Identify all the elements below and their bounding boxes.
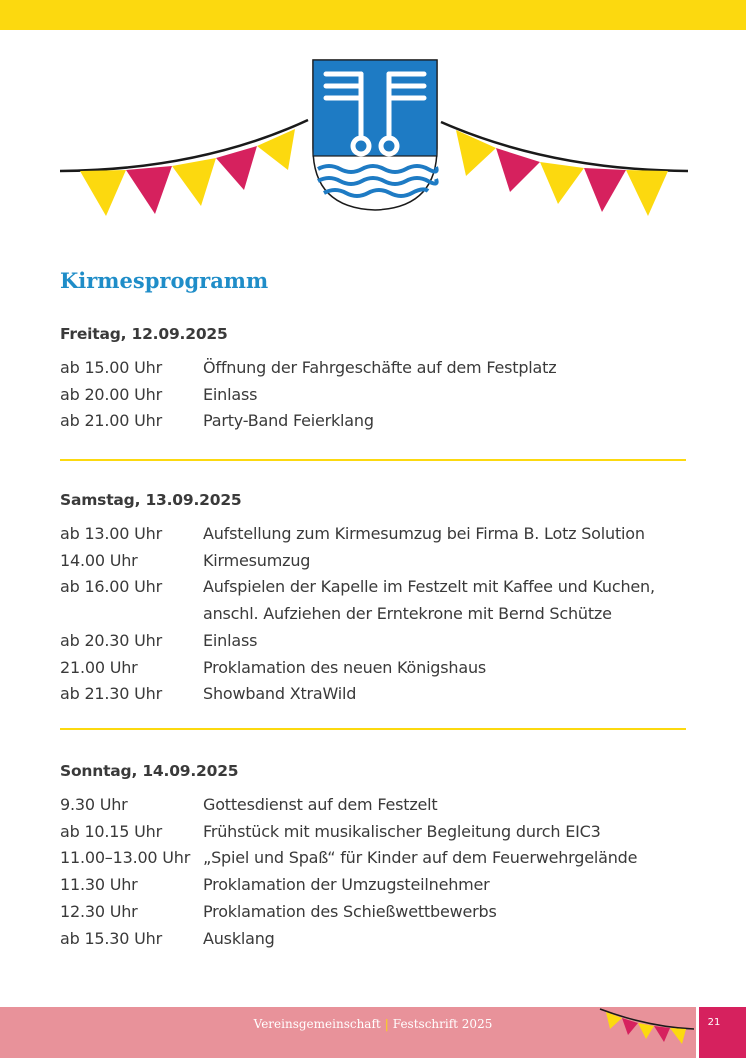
- schedule-time: ab 15.00 Uhr: [60, 358, 162, 377]
- footer-org: Vereinsgemeinschaft: [253, 1017, 381, 1031]
- schedule-time: 14.00 Uhr: [60, 550, 138, 570]
- day-heading: Samstag, 13.09.2025: [60, 491, 242, 509]
- bunting-flag: [80, 170, 126, 216]
- schedule-event: Showband XtraWild: [203, 684, 357, 704]
- bunting-flag: [626, 170, 668, 216]
- schedule-row: [60, 655, 686, 682]
- schedule-event: Öffnung der Fahrgeschäfte auf dem Festplatz: [203, 358, 557, 377]
- top-color-bar: [0, 0, 746, 30]
- coat-of-arms-icon: [313, 60, 437, 210]
- schedule-event: Einlass: [203, 384, 258, 404]
- bunting-flag: [216, 146, 257, 190]
- schedule-row: [60, 926, 686, 953]
- schedule-row: [60, 792, 686, 819]
- day-section-friday: [60, 325, 686, 435]
- schedule-event: Frühstück mit musikalischer Begleitung durch EIC3: [203, 821, 601, 841]
- schedule-event: Proklamation des Schießwettbewerbs: [203, 901, 497, 921]
- schedule-event: Kirmesumzug: [203, 550, 311, 570]
- schedule-event: Proklamation des neuen Königshaus: [203, 657, 487, 677]
- schedule-event: Aufspielen der Kapelle im Festzelt mit Kaffee und Kuchen,: [203, 577, 655, 597]
- day-section-sunday: [60, 762, 686, 952]
- schedule-time: 11.30 Uhr: [60, 875, 138, 895]
- bunting-flag: [126, 166, 172, 214]
- page-number: 21: [707, 1017, 721, 1028]
- schedule-time: ab 21.30 Uhr: [60, 684, 162, 704]
- schedule-event: Proklamation der Umzugsteilnehmer: [203, 875, 490, 895]
- schedule-time: ab 21.00 Uhr: [60, 411, 162, 431]
- bunting-flag: [496, 148, 540, 192]
- schedule-time: 12.30 Uhr: [60, 901, 138, 921]
- schedule-time: ab 20.00 Uhr: [60, 384, 162, 404]
- schedule-time: ab 13.00 Uhr: [60, 524, 162, 543]
- schedule-row: [60, 899, 686, 926]
- schedule-event: anschl. Aufziehen der Erntekrone mit Bernd Schütze: [203, 604, 612, 624]
- schedule-row: [60, 819, 686, 846]
- schedule-row-continuation: [60, 601, 686, 628]
- schedule-time: ab 15.30 Uhr: [60, 928, 162, 948]
- schedule-time: ab 16.00 Uhr: [60, 577, 162, 597]
- page-title: Kirmesprogramm: [60, 268, 269, 293]
- schedule-event: Party-Band Feierklang: [203, 411, 374, 431]
- section-divider: [60, 728, 686, 730]
- schedule-row: [60, 548, 686, 575]
- bunting-flag: [584, 168, 626, 212]
- schedule-row: [60, 628, 686, 655]
- schedule-row: [60, 872, 686, 899]
- schedule-event: Ausklang: [203, 928, 275, 948]
- day-section-saturday: [60, 491, 686, 708]
- schedule-time: ab 10.15 Uhr: [60, 821, 162, 841]
- schedule-row: [60, 845, 686, 872]
- bunting-flag: [172, 158, 216, 206]
- footer-separator: |: [384, 1017, 389, 1031]
- schedule-time: 21.00 Uhr: [60, 657, 138, 677]
- schedule-event: Gottesdienst auf dem Festzelt: [203, 795, 438, 814]
- schedule-time: 9.30 Uhr: [60, 795, 128, 814]
- schedule-event: Aufstellung zum Kirmesumzug bei Firma B. Lotz Solution: [203, 524, 645, 543]
- day-heading: Sonntag, 14.09.2025: [60, 762, 239, 780]
- schedule-row: [60, 355, 686, 382]
- schedule-row: [60, 681, 686, 708]
- schedule-time: ab 20.30 Uhr: [60, 630, 162, 650]
- section-divider: [60, 459, 686, 461]
- schedule-time: 11.00–13.00 Uhr: [60, 848, 191, 868]
- bunting-flags-icon: [598, 1003, 694, 1045]
- schedule-row: [60, 408, 686, 435]
- bunting-flag: [257, 129, 295, 170]
- bunting-flag: [540, 162, 584, 204]
- day-heading: Freitag, 12.09.2025: [60, 325, 228, 343]
- schedule-row: [60, 574, 686, 601]
- schedule-event: Einlass: [203, 630, 258, 650]
- schedule-event: „Spiel und Spaß“ für Kinder auf dem Feuerwehrgelände: [203, 848, 638, 868]
- schedule-time: [60, 601, 203, 628]
- schedule-row: [60, 521, 686, 548]
- schedule-row: [60, 382, 686, 409]
- footer-publication: Festschrift 2025: [392, 1017, 493, 1031]
- header-illustration: [0, 52, 746, 222]
